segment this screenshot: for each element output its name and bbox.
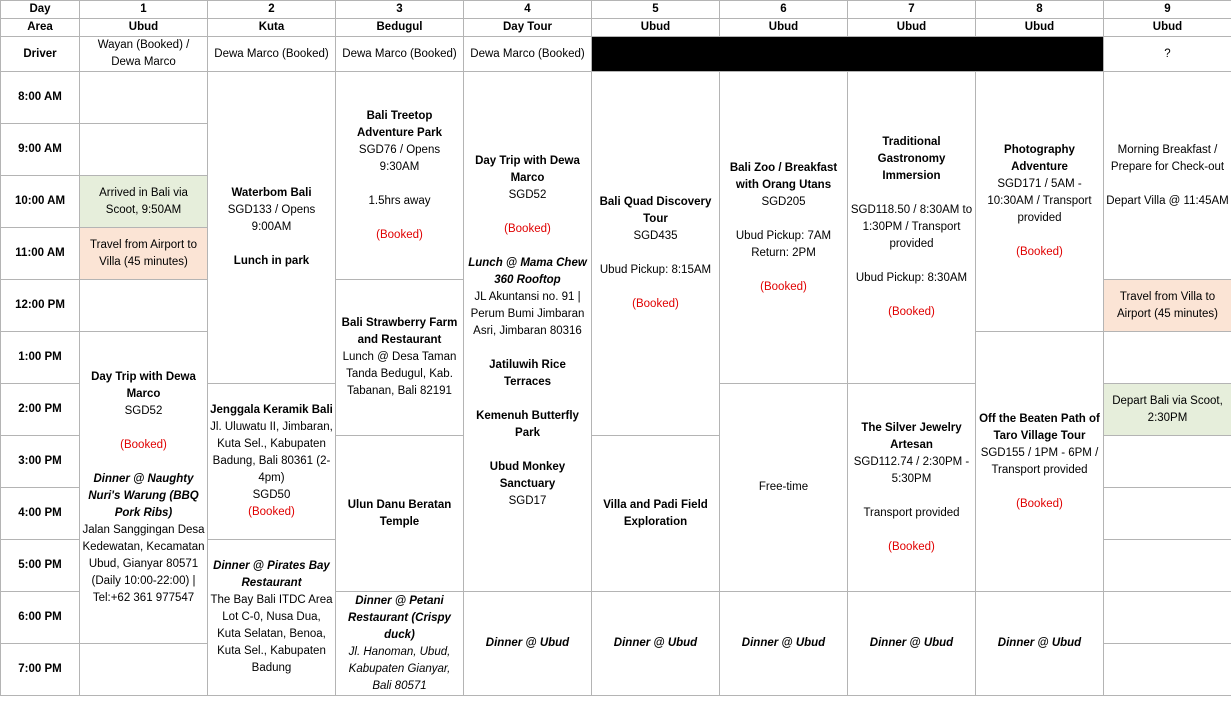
d1-tour-price: SGD52 — [124, 404, 163, 417]
d4-lunch-title: Lunch @ Mama Chew 360 Rooftop — [468, 257, 587, 286]
driver-row — [1, 37, 1231, 72]
time-6pm[interactable]: 6:00 PM — [1, 592, 80, 644]
d1-9am-empty[interactable] — [80, 124, 208, 176]
d1-dinner-address: Jalan Sanggingan Desa Kedewatan, Kecamatan Ubud, Gianyar 80571 (Daily 10:00-22:00) | Tel:+62 361 977547 — [82, 523, 205, 604]
d7-dinner-cell[interactable]: Dinner @ Ubud — [848, 592, 976, 696]
d4-stop-jatiluwih: Jatiluwih Rice Terraces — [489, 359, 566, 388]
area-day-6[interactable]: Ubud — [720, 19, 848, 37]
d7-silver-status: (Booked) — [888, 540, 935, 553]
day-8-header[interactable]: 8 — [976, 1, 1104, 19]
d9-5pm-empty[interactable] — [1104, 540, 1231, 592]
driver-day-3[interactable]: Dewa Marco (Booked) — [336, 37, 464, 72]
time-2pm[interactable]: 2:00 PM — [1, 384, 80, 436]
area-day-5[interactable]: Ubud — [592, 19, 720, 37]
time-8am[interactable]: 8:00 AM — [1, 72, 80, 124]
d9-3pm-empty[interactable] — [1104, 436, 1231, 488]
day-1-header[interactable]: 1 — [80, 1, 208, 19]
d2-waterbom-cell[interactable] — [208, 72, 336, 384]
d2-jenggala-price: SGD50 — [252, 489, 291, 501]
d3-dinner-title: Dinner @ Petani Restaurant (Crispy duck) — [348, 594, 451, 641]
d5-quad-status: (Booked) — [632, 298, 679, 310]
d5-villa-cell[interactable] — [592, 436, 720, 592]
d6-dinner-cell[interactable]: Dinner @ Ubud — [720, 592, 848, 696]
area-day-2[interactable]: Kuta — [208, 19, 336, 37]
time-5pm[interactable]: 5:00 PM — [1, 540, 80, 592]
time-1pm[interactable]: 1:00 PM — [1, 332, 80, 384]
driver-day-4[interactable]: Dewa Marco (Booked) — [464, 37, 592, 72]
d4-stop-monkey: Ubud Monkey Sanctuary — [489, 461, 566, 490]
d6-zoo-pickup: Ubud Pickup: 7AM — [735, 229, 832, 242]
d7-silver-title: The Silver Jewelry Artesan — [861, 421, 962, 451]
d1-12pm-empty[interactable] — [80, 280, 208, 332]
d1-tour-status: (Booked) — [120, 438, 167, 451]
d4-stop-monkey-price: SGD17 — [508, 495, 547, 507]
d6-zoo-cell[interactable] — [720, 72, 848, 384]
d2-dinner-cell[interactable] — [208, 540, 336, 696]
d2-dinner-title: Dinner @ Pirates Bay Restaurant — [213, 560, 330, 589]
driver-day-1[interactable]: Wayan (Booked) / Dewa Marco — [80, 37, 208, 72]
d3-dinner-address: Jl. Hanoman, Ubud, Kabupaten Gianyar, Bali 80571 — [348, 645, 451, 692]
d3-treetop-title: Bali Treetop Adventure Park — [356, 109, 442, 139]
d3-treetop-note: 1.5hrs away — [368, 194, 431, 207]
d7-gastro-title: Traditional Gastronomy Immersion — [877, 136, 946, 182]
d4-lunch-address: JL Akuntansi no. 91 | Perum Bumi Jimbaran Asri, Jimbaran 80316 — [470, 291, 585, 337]
d6-zoo-status: (Booked) — [760, 280, 807, 293]
d8-taro-cell[interactable] — [976, 332, 1104, 592]
d9-depart-villa: Depart Villa @ 11:45AM — [1106, 194, 1229, 207]
driver-day-2[interactable]: Dewa Marco (Booked) — [208, 37, 336, 72]
d7-gastro-price: SGD118.50 / 8:30AM to 1:30PM / Transport provided — [850, 204, 973, 250]
d9-4pm-empty[interactable] — [1104, 488, 1231, 540]
area-day-3[interactable]: Bedugul — [336, 19, 464, 37]
d5-dinner-cell[interactable]: Dinner @ Ubud — [592, 592, 720, 696]
d2-waterbom-title: Waterbom Bali — [231, 187, 312, 199]
d2-jenggala-status: (Booked) — [248, 506, 295, 518]
d1-8am-empty[interactable] — [80, 72, 208, 124]
d6-zoo-title: Bali Zoo / Breakfast with Orang Utans — [729, 161, 838, 191]
time-3pm[interactable]: 3:00 PM — [1, 436, 80, 488]
d9-travel-cell[interactable]: Travel from Villa to Airport (45 minutes) — [1104, 280, 1231, 332]
d8-taro-status: (Booked) — [1016, 497, 1063, 510]
d3-dinner-cell[interactable] — [336, 592, 464, 696]
d1-daytrip-cell[interactable] — [80, 332, 208, 644]
d7-silver-transport: Transport provided — [863, 506, 960, 519]
d4-dinner-cell[interactable]: Dinner @ Ubud — [464, 592, 592, 696]
d3-strawberry-detail: Lunch @ Desa Taman Tanda Bedugul, Kab. Tabanan, Bali 82191 — [342, 351, 457, 397]
d3-treetop-cell[interactable] — [336, 72, 464, 280]
d8-photo-title: Photography Adventure — [1004, 144, 1075, 173]
d6-freetime-cell[interactable]: Free-time — [720, 384, 848, 592]
d1-dinner-title: Dinner @ Naughty Nuri's Warung (BBQ Pork Ribs) — [88, 472, 199, 519]
driver-day-9[interactable]: ? — [1104, 37, 1231, 72]
d5-quad-pickup: Ubud Pickup: 8:15AM — [599, 264, 712, 276]
slot-8am — [1, 72, 1231, 124]
area-day-4[interactable]: Day Tour — [464, 19, 592, 37]
d4-trip-price: SGD52 — [508, 189, 547, 201]
time-11am[interactable]: 11:00 AM — [1, 228, 80, 280]
d8-photo-price: SGD171 / 5AM - 10:30AM / Transport provided — [987, 178, 1092, 224]
time-9am[interactable]: 9:00 AM — [1, 124, 80, 176]
d2-jenggala-address: Jl. Uluwatu II, Jimbaran, Kuta Sel., Kabupaten Badung, Bali 80361 (2-4pm) — [210, 421, 333, 484]
day-4-header[interactable]: 4 — [464, 1, 592, 19]
day-label-cell[interactable]: Day — [1, 1, 80, 19]
time-4pm[interactable]: 4:00 PM — [1, 488, 80, 540]
d7-silver-price: SGD112.74 / 2:30PM - 5:30PM — [853, 455, 970, 485]
time-7pm[interactable]: 7:00 PM — [1, 644, 80, 696]
area-label-cell[interactable]: Area — [1, 19, 80, 37]
d1-arrival-cell[interactable]: Arrived in Bali via Scoot, 9:50AM — [80, 176, 208, 228]
d5-quad-cell[interactable] — [592, 72, 720, 436]
d8-taro-title: Off the Beaten Path of Taro Village Tour — [979, 412, 1100, 442]
d2-waterbom-lunch: Lunch in park — [233, 255, 310, 267]
d1-tour-title: Day Trip with Dewa Marco — [91, 370, 196, 400]
d2-jenggala-title: Jenggala Keramik Bali — [210, 404, 333, 416]
d9-morning-cell[interactable] — [1104, 72, 1231, 280]
d8-photography-cell[interactable] — [976, 72, 1104, 332]
driver-label-cell[interactable]: Driver — [1, 37, 80, 72]
d7-gastronomy-cell[interactable] — [848, 72, 976, 384]
day-2-header[interactable]: 2 — [208, 1, 336, 19]
day-9-header[interactable]: 9 — [1104, 1, 1231, 19]
d9-depart-bali-cell[interactable]: Depart Bali via Scoot, 2:30PM — [1104, 384, 1231, 436]
area-day-8[interactable]: Ubud — [976, 19, 1104, 37]
time-12pm[interactable]: 12:00 PM — [1, 280, 80, 332]
d4-trip-title: Day Trip with Dewa Marco — [475, 155, 580, 184]
day-row — [1, 1, 1231, 19]
day-5-header[interactable]: 5 — [592, 1, 720, 19]
driver-blocked-days-5-8[interactable] — [592, 37, 1104, 72]
area-row — [1, 19, 1231, 37]
day-6-header[interactable]: 6 — [720, 1, 848, 19]
d4-stop-kemenuh: Kemenuh Butterfly Park — [476, 410, 579, 439]
d7-gastro-pickup: Ubud Pickup: 8:30AM — [855, 272, 968, 284]
d2-dinner-address: The Bay Bali ITDC Area Lot C-0, Nusa Dua, Kuta Selatan, Benoa, Kuta Sel., Kabupaten Badung — [210, 594, 333, 674]
d9-7pm-empty[interactable] — [1104, 644, 1231, 696]
area-day-7[interactable]: Ubud — [848, 19, 976, 37]
d9-1pm-empty[interactable] — [1104, 332, 1231, 384]
d1-7pm-empty[interactable] — [80, 644, 208, 696]
d8-taro-price: SGD155 / 1PM - 6PM / Transport provided — [980, 446, 1099, 476]
d6-zoo-price: SGD205 — [761, 195, 806, 208]
d8-photo-status: (Booked) — [1016, 246, 1063, 258]
d3-treetop-status: (Booked) — [376, 228, 423, 241]
d7-gastro-status: (Booked) — [888, 306, 935, 318]
d3-treetop-price: SGD76 / Opens 9:30AM — [358, 143, 441, 173]
area-day-1[interactable]: Ubud — [80, 19, 208, 37]
d5-villa-title: Villa and Padi Field Exploration — [603, 498, 708, 528]
d7-silver-cell[interactable] — [848, 384, 976, 592]
d4-trip-status: (Booked) — [504, 223, 551, 235]
d2-waterbom-price: SGD133 / Opens 9:00AM — [227, 204, 316, 233]
time-10am[interactable]: 10:00 AM — [1, 176, 80, 228]
d3-strawberry-title: Bali Strawberry Farm and Restaurant — [341, 317, 458, 346]
day-7-header[interactable]: 7 — [848, 1, 976, 19]
d9-6pm-empty[interactable] — [1104, 592, 1231, 644]
d2-jenggala-cell[interactable] — [208, 384, 336, 540]
d5-quad-title: Bali Quad Discovery Tour — [599, 196, 712, 225]
d3-ulun-danu-cell[interactable] — [336, 436, 464, 592]
d5-quad-price: SGD435 — [633, 230, 678, 242]
day-3-header[interactable]: 3 — [336, 1, 464, 19]
d3-strawberry-cell[interactable] — [336, 280, 464, 436]
d3-ulun-title: Ulun Danu Beratan Temple — [347, 498, 452, 528]
d1-travel-cell[interactable]: Travel from Airport to Villa (45 minutes) — [80, 228, 208, 280]
area-day-9[interactable]: Ubud — [1104, 19, 1231, 37]
d6-zoo-return: Return: 2PM — [751, 246, 816, 259]
d4-daytrip-cell[interactable] — [464, 72, 592, 592]
d9-morning-text: Morning Breakfast / Prepare for Check-out — [1110, 143, 1225, 173]
d8-dinner-cell[interactable]: Dinner @ Ubud — [976, 592, 1104, 696]
